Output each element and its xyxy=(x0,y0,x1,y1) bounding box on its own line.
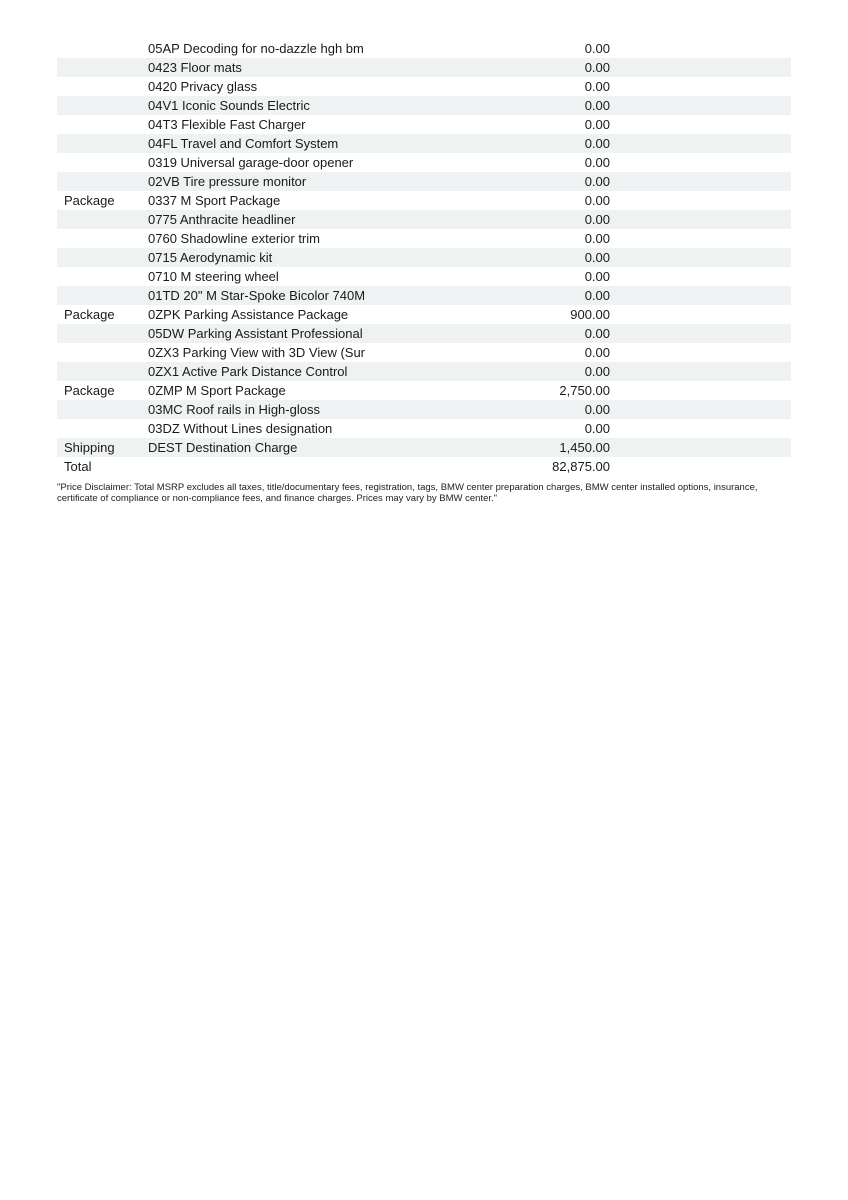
row-price: 1,450.00 xyxy=(559,440,610,455)
row-price: 0.00 xyxy=(584,402,610,417)
table-row xyxy=(57,58,791,77)
table-row xyxy=(57,96,791,115)
row-category: Package xyxy=(64,193,115,208)
row-option-label: 01TD 20" M Star-Spoke Bicolor 740M xyxy=(148,288,366,303)
table-row xyxy=(57,77,791,96)
row-option-label: 0710 M steering wheel xyxy=(148,269,279,284)
row-option-label: 05AP Decoding for no-dazzle hgh bm xyxy=(148,41,364,56)
row-price: 0.00 xyxy=(584,269,610,284)
row-price: 0.00 xyxy=(584,41,610,56)
row-price: 0.00 xyxy=(584,326,610,341)
row-price: 0.00 xyxy=(584,155,610,170)
row-price: 0.00 xyxy=(584,288,610,303)
row-option-label: 05DW Parking Assistant Professional xyxy=(148,326,363,341)
row-price: 0.00 xyxy=(584,117,610,132)
row-option-label: 0ZPK Parking Assistance Package xyxy=(148,307,349,322)
row-option-label: 0715 Aerodynamic kit xyxy=(148,250,273,265)
row-price: 2,750.00 xyxy=(559,383,610,398)
row-option-label: 0ZX3 Parking View with 3D View (Sur xyxy=(148,345,366,360)
table-row xyxy=(57,343,791,362)
table-row xyxy=(57,438,791,457)
row-price: 82,875.00 xyxy=(552,459,610,474)
row-option-label: 04V1 Iconic Sounds Electric xyxy=(148,98,310,113)
row-price: 900.00 xyxy=(570,307,610,322)
row-option-label: 03DZ Without Lines designation xyxy=(148,421,333,436)
row-option-label: 0319 Universal garage-door opener xyxy=(148,155,354,170)
row-option-label: 0775 Anthracite headliner xyxy=(148,212,296,227)
row-category: Shipping xyxy=(64,440,115,455)
options-price-table xyxy=(57,39,791,476)
table-row xyxy=(57,267,791,286)
row-price: 0.00 xyxy=(584,345,610,360)
row-price: 0.00 xyxy=(584,79,610,94)
row-category: Package xyxy=(64,383,115,398)
row-price: 0.00 xyxy=(584,364,610,379)
table-row xyxy=(57,39,791,58)
table-row xyxy=(57,457,791,476)
table-row xyxy=(57,134,791,153)
row-price: 0.00 xyxy=(584,421,610,436)
row-price: 0.00 xyxy=(584,98,610,113)
row-option-label: 04T3 Flexible Fast Charger xyxy=(148,117,306,132)
table-row xyxy=(57,305,791,324)
row-option-label: 0420 Privacy glass xyxy=(148,79,258,94)
table-row xyxy=(57,362,791,381)
row-option-label: 04FL Travel and Comfort System xyxy=(148,136,339,151)
row-option-label: 0760 Shadowline exterior trim xyxy=(148,231,320,246)
row-price: 0.00 xyxy=(584,212,610,227)
row-price: 0.00 xyxy=(584,250,610,265)
table-row xyxy=(57,115,791,134)
row-option-label: 0ZMP M Sport Package xyxy=(148,383,286,398)
row-option-label: DEST Destination Charge xyxy=(148,440,298,455)
table-row xyxy=(57,210,791,229)
table-row xyxy=(57,419,791,438)
table-row xyxy=(57,191,791,210)
price-disclaimer: "Price Disclaimer: Total MSRP excludes all taxes, title/documentary fees, registration, tags, BMW center preparation charges, BMW center installed options, insurance, certificate of compliance or non-compliance fees, and finance charges. Prices may vary by BMW center." xyxy=(57,482,758,504)
table-row xyxy=(57,324,791,343)
table-row xyxy=(57,400,791,419)
row-category: Package xyxy=(64,307,115,322)
table-row xyxy=(57,286,791,305)
table-row xyxy=(57,248,791,267)
row-option-label: 0337 M Sport Package xyxy=(148,193,281,208)
row-price: 0.00 xyxy=(584,174,610,189)
row-category: Total xyxy=(64,459,92,474)
row-option-label: 02VB Tire pressure monitor xyxy=(148,174,307,189)
row-price: 0.00 xyxy=(584,136,610,151)
row-price: 0.00 xyxy=(584,231,610,246)
row-price: 0.00 xyxy=(584,60,610,75)
table-row xyxy=(57,153,791,172)
table-row xyxy=(57,381,791,400)
table-row xyxy=(57,172,791,191)
row-option-label: 0423 Floor mats xyxy=(148,60,242,75)
row-option-label: 0ZX1 Active Park Distance Control xyxy=(148,364,348,379)
row-price: 0.00 xyxy=(584,193,610,208)
table-row xyxy=(57,229,791,248)
row-option-label: 03MC Roof rails in High-gloss xyxy=(148,402,320,417)
